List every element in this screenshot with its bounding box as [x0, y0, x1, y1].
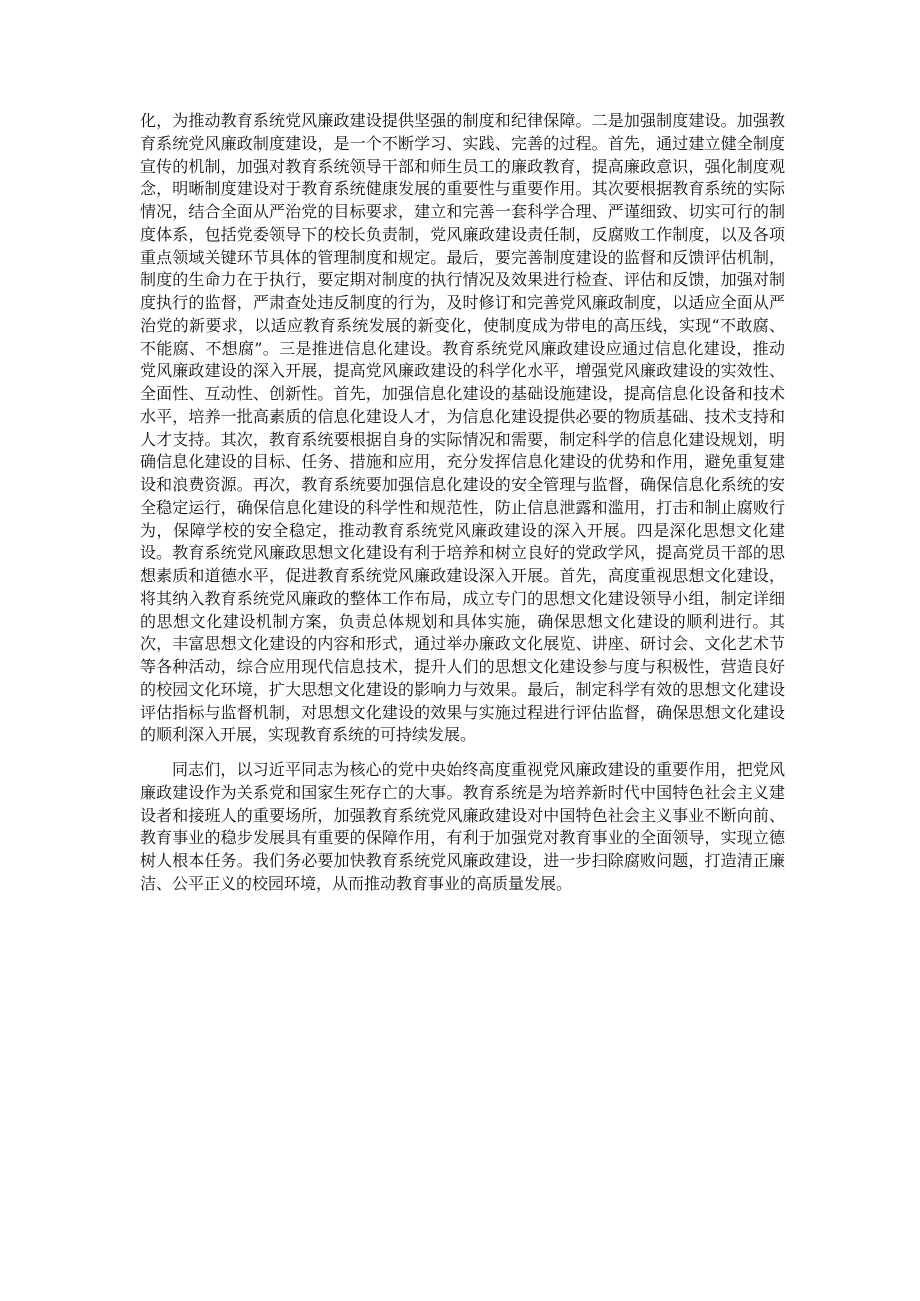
document-body: [140, 110, 785, 896]
paragraph-conclusion: 同志们，以习近平同志为核心的党中央始终高度重视党风廉政建设的重要作用，把党风廉政建设作为关系党和国家生死存亡的大事。教育系统是为培养新时代中国特色社会主义建设者和接班人的重要场所，加强教育系统党风廉政建设对中国特色社会主义事业不断向前、教育事业的稳步发展具有重要的保障作用，有利于加强党对教育事业的全面领导，实现立德树人根本任务。我们务必要加快教育系统党风廉政建设，进一步扫除腐败问题，打造清正廉洁、公平正义的校园环境，从而推动教育事业的高质量发展。: [140, 760, 785, 893]
paragraph-continued: 化，为推动教育系统党风廉政建设提供坚强的制度和纪律保障。二是加强制度建设。加强教育系统党风廉政制度建设，是一个不断学习、实践、完善的过程。首先，通过建立健全制度宣传的机制，加强对教育系统领导干部和师生员工的廉政教育，提高廉政意识，强化制度观念，明晰制度建设对于教育系统健康发展的重要性与重要作用。其次要根据教育系统的实际情况，结合全面从严治党的目标要求，建立和完善一套科学合理、严谨细致、切实可行的制度体系，包括党委领导下的校长负责制，党风廉政建设责任制，反腐败工作制度，以及各项重点领域关键环节具体的管理制度和规定。最后，要完善制度建设的监督和反馈评估机制，制度的生命力在于执行，要定期对制度的执行情况及效果进行检查、评估和反馈，加强对制度执行的监督，严肃查处违反制度的行为，及时修订和完善党风廉政制度，以适应全面从严治党的新要求，以适应教育系统发展的新变化，使制度成为带电的高压线，实现“不敢腐、不能腐、不想腐”。三是推进信息化建设。教育系统党风廉政建设应通过信息化建设，推动党风廉政建设的深入开展，提高党风廉政建设的科学化水平，增强党风廉政建设的实效性、全面性、互动性、创新性。首先，加强信息化建设的基础设施建设，提高信息化设备和技术水平，培养一批高素质的信息化建设人才，为信息化建设提供必要的物质基础、技术支持和人才支持。其次，教育系统要根据自身的实际情况和需要，制定科学的信息化建设规划，明确信息化建设的目标、任务、措施和应用，充分发挥信息化建设的优势和作用，避免重复建设和浪费资源。再次，教育系统要加强信息化建设的安全管理与监督，确保信息化系统的安全稳定运行，确保信息化建设的科学性和规范性，防止信息泄露和滥用，打击和制止腐败行为，保障学校的安全稳定，推动教育系统党风廉政建设的深入开展。四是深化思想文化建设。教育系统党风廉政思想文化建设有利于培养和树立良好的党政学风，提高党员干部的思想素质和道德水平，促进教育系统党风廉政建设深入开展。首先，高度重视思想文化建设，将其纳入教育系统党风廉政的整体工作布局，成立专门的思想文化建设领导小组，制定详细的思想文化建设机制方案，负责总体规划和具体实施，确保思想文化建设的顺利进行。其次，丰富思想文化建设的内容和形式，通过举办廉政文化展览、讲座、研讨会、文化艺术节等各种活动，综合应用现代信息技术，提升人们的思想文化建设参与度与积极性，营造良好的校园文化环境，扩大思想文化建设的影响力与效果。最后，制定科学有效的思想文化建设评估指标与监督机制，对思想文化建设的效果与实施过程进行评估监督，确保思想文化建设的顺利深入开展，实现教育系统的可持续发展。: [140, 111, 785, 745]
